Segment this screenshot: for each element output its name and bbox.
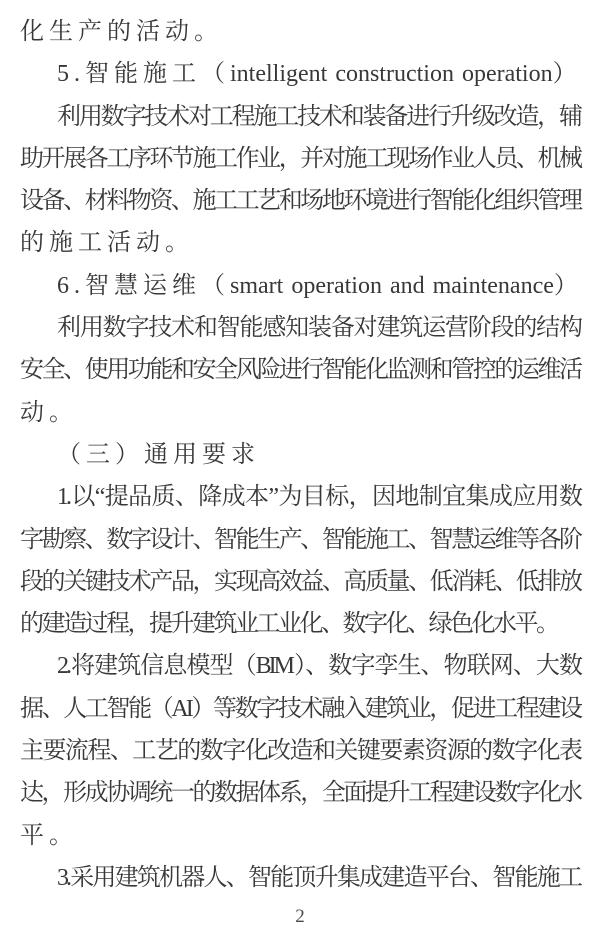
text-line	[20, 349, 580, 391]
text-line	[20, 561, 580, 603]
cjk-text-segment: 据、人工智能（AI）等数字技术融入建筑业，促进工程建设	[20, 695, 580, 722]
latin-text-segment: intelligent construction operation	[230, 61, 553, 88]
cjk-text-segment: ）	[552, 61, 582, 88]
cjk-text-segment: ）	[553, 272, 583, 299]
text-line	[20, 772, 580, 814]
text-line	[20, 730, 580, 772]
text-line	[20, 519, 580, 561]
cjk-text-segment: 平。	[20, 822, 78, 849]
cjk-text-segment: （三）通用要求	[57, 441, 260, 468]
cjk-text-segment: 主要流程、工艺的数字化改造和关键要素资源的数字化表	[20, 738, 580, 765]
text-line	[20, 11, 580, 53]
cjk-text-segment: 利用数字技术对工程施工技术和装备进行升级改造，辅	[57, 103, 580, 130]
text-line	[20, 603, 580, 645]
text-line	[20, 392, 580, 434]
text-line	[20, 645, 580, 687]
text-line	[20, 265, 583, 307]
page-number: 2	[295, 906, 305, 928]
cjk-text-segment: 5.智能施工（	[57, 61, 230, 88]
cjk-text-segment: 字勘察、数字设计、智能生产、智能施工、智慧运维等各阶	[20, 526, 580, 553]
text-line	[20, 138, 580, 180]
cjk-text-segment: 设备、材料物资、施工工艺和场地环境进行智能化组织管理	[20, 188, 580, 215]
cjk-text-segment: 3.采用建筑机器人、智能顶升集成建造平台、智能施工	[57, 864, 580, 891]
text-line	[20, 688, 580, 730]
cjk-text-segment: 的施工活动。	[20, 230, 194, 257]
text-line	[20, 307, 580, 349]
page-footer	[0, 906, 600, 928]
cjk-text-segment: 段的关键技术产品，实现高效益、高质量、低消耗、低排放	[20, 568, 580, 595]
cjk-text-segment: 安全、使用功能和安全风险进行智能化监测和管控的运维活	[20, 357, 580, 384]
cjk-text-segment: 助开展各工序环节施工作业，并对施工现场作业人员、机械	[20, 145, 580, 172]
cjk-text-segment: 达，形成协调统一的数据体系，全面提升工程建设数字化水	[20, 780, 580, 807]
cjk-text-segment: 动。	[20, 399, 78, 426]
latin-text-segment: smart operation and maintenance	[230, 272, 554, 299]
text-line	[20, 815, 580, 857]
text-line	[20, 434, 580, 476]
text-line	[20, 476, 580, 518]
text-line	[20, 96, 580, 138]
cjk-text-segment: 2.将建筑信息模型（BIM）、数字孪生、物联网、大数	[57, 653, 580, 680]
cjk-text-segment: 1.以“提品质、降成本”为目标，因地制宜集成应用数	[57, 484, 580, 511]
text-line	[20, 53, 580, 95]
cjk-text-segment: 利用数字技术和智能感知装备对建筑运营阶段的结构	[57, 315, 580, 342]
text-line	[20, 222, 580, 264]
text-line	[20, 180, 580, 222]
cjk-text-segment: 6.智慧运维（	[57, 272, 230, 299]
cjk-text-segment: 化生产的活动。	[20, 19, 223, 45]
text-line	[20, 857, 580, 899]
cjk-text-segment: 的建造过程，提升建筑业工业化、数字化、绿色化水平。	[20, 611, 558, 638]
